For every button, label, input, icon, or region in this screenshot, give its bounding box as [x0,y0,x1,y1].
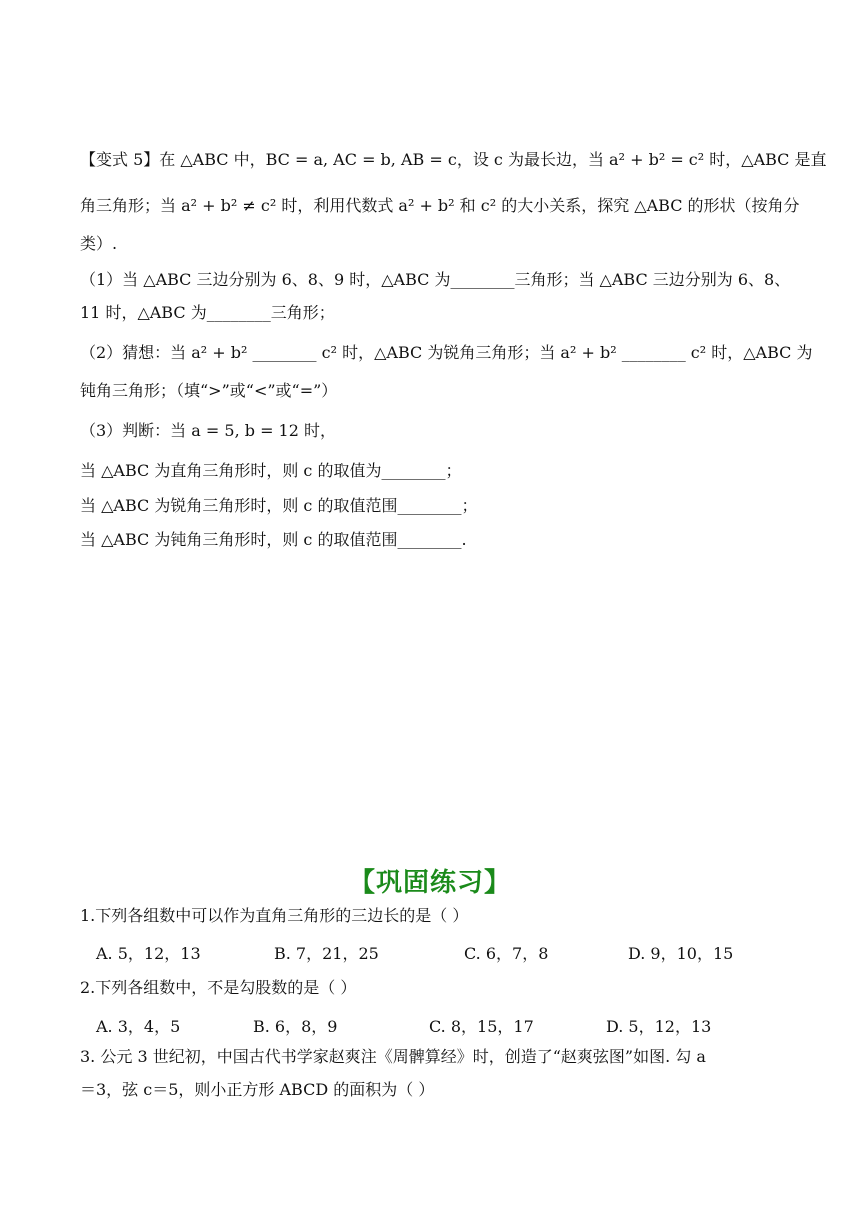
option-a: A. 3，4，5 [96,1017,181,1036]
sub-question-2-line2: 钝角三角形；（填“>”或“<”或“=”） [80,381,338,400]
sub-question-3-obtuse: 当 △ABC 为钝角三角形时，则 c 的取值范围________. [80,530,467,549]
sub-question-1-line1: （1）当 △ABC 三边分别为 6、8、9 时，△ABC 为________三角形；当 △ABC 三边分别为 6、8、 [80,270,791,289]
sub-question-3-right: 当 △ABC 为直角三角形时，则 c 的取值为________； [80,461,462,480]
option-c: C. 8，15，17 [429,1017,534,1036]
variant-intro-line1: 【变式 5】在 △ABC 中，BC = a, AC = b, AB = c，设 c 为最长边，当 a² + b² = c² 时，△ABC 是直 [80,150,827,169]
variant-intro-line3: 类）. [80,234,118,253]
sub-question-1-line2: 11 时，△ABC 为________三角形； [80,303,335,322]
question-3-line2: ＝3，弦 c＝5，则小正方形 ABCD 的面积为（ ） [80,1080,435,1099]
option-a: A. 5，12，13 [96,944,201,963]
practice-heading: 【巩固练习】 [348,868,511,898]
option-b: B. 6，8，9 [253,1017,338,1036]
sub-question-3-acute: 当 △ABC 为锐角三角形时，则 c 的取值范围________； [80,496,478,515]
sub-question-3-line1: （3）判断：当 a = 5, b = 12 时， [80,421,337,440]
question-3-line1: 3. 公元 3 世纪初，中国古代书学家赵爽注《周髀算经》时，创造了“赵爽弦图”如图. 勾 a [80,1047,706,1066]
question-2-options [96,1014,796,1034]
question-2-stem: 2.下列各组数中，不是勾股数的是（ ） [80,978,357,997]
option-c: C. 6，7，8 [464,944,549,963]
question-1-options [96,941,796,961]
option-b: B. 7，21，25 [274,944,379,963]
sub-question-2-line1: （2）猜想：当 a² + b² ________ c² 时，△ABC 为锐角三角形；当 a² + b² ________ c² 时，△ABC 为 [80,343,813,362]
option-d: D. 9，10，15 [628,944,734,963]
option-d: D. 5，12，13 [606,1017,712,1036]
variant-intro-line2: 角三角形；当 a² + b² ≠ c² 时，利用代数式 a² + b² 和 c² 的大小关系，探究 △ABC 的形状（按角分 [80,196,800,215]
question-1-stem: 1.下列各组数中可以作为直角三角形的三边长的是（ ） [80,906,469,925]
